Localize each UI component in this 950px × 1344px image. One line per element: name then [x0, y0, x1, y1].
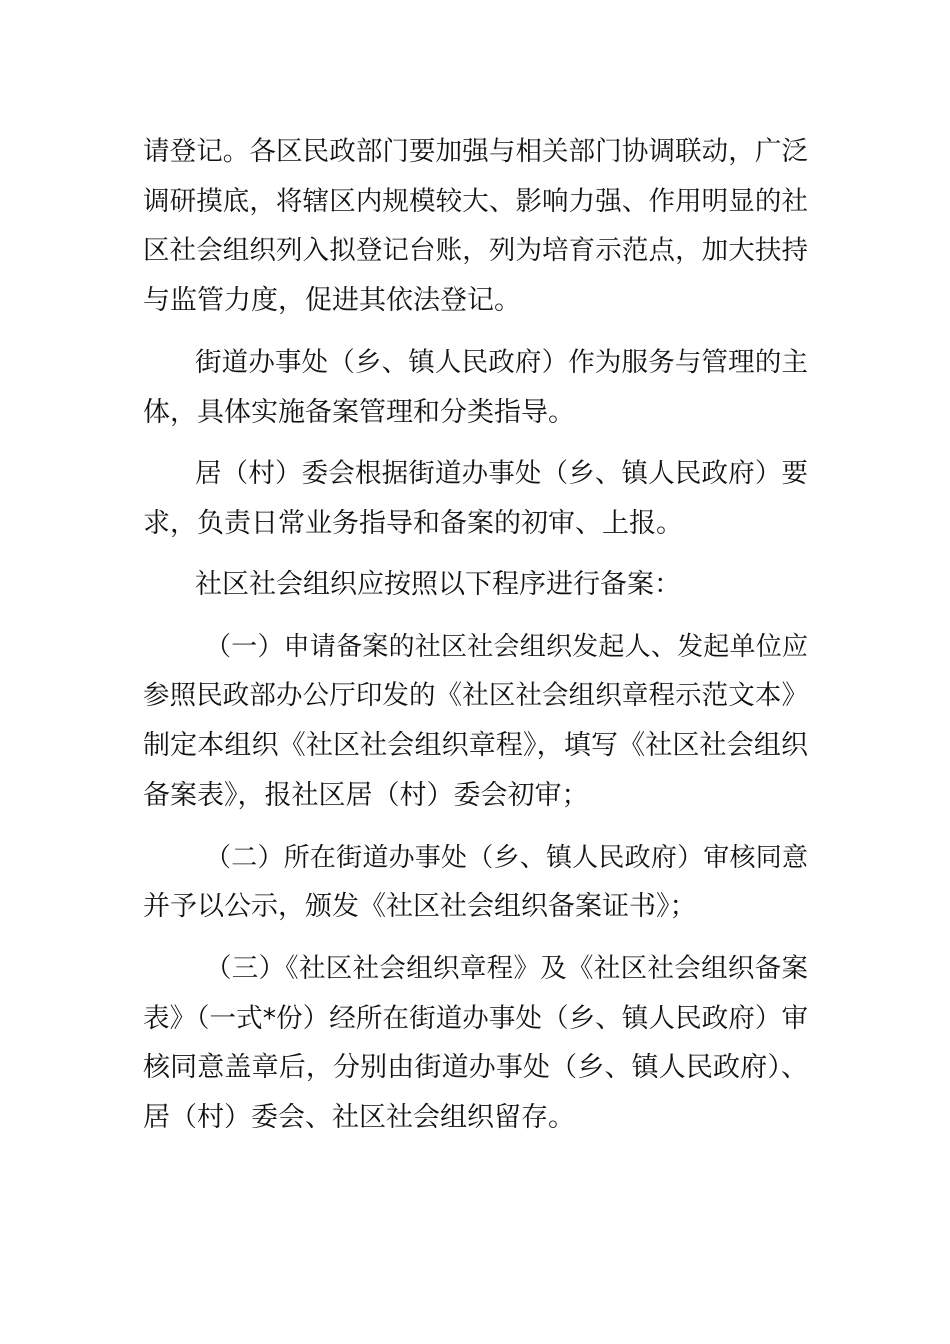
paragraph-5-line-2: 参照民政部办公厅印发的《社区社会组织章程示范文本》 [143, 680, 808, 711]
paragraph-7-line-3: 核同意盖章后，分别由街道办事处（乡、镇人民政府）、 [143, 1052, 808, 1083]
paragraph-3-line-2: 求，负责日常业务指导和备案的初审、上报。 [143, 508, 683, 539]
paragraph-3-line-1: 居（村）委会根据街道办事处（乡、镇人民政府）要 [195, 458, 808, 489]
paragraph-6-line-1: （二）所在街道办事处（乡、镇人民政府）审核同意 [205, 843, 808, 873]
paragraph-7-line-1: （三）《社区社会组织章程》及《社区社会组织备案 [205, 953, 808, 984]
paragraph-1-line-3: 区社会组织列入拟登记台账，列为培育示范点，加大扶持 [143, 235, 808, 266]
paragraph-7-line-2: 表》（一式*份）经所在街道办事处（乡、镇人民政府）审 [143, 1003, 808, 1034]
paragraph-5-line-1: （一）申请备案的社区社会组织发起人、发起单位应 [205, 632, 808, 662]
paragraph-1-line-2: 调研摸底，将辖区内规模较大、影响力强、作用明显的社 [143, 186, 808, 217]
paragraph-5-line-3: 制定本组织《社区社会组织章程》，填写《社区社会组织 [143, 730, 808, 761]
paragraph-1-line-4: 与监管力度，促进其依法登记。 [143, 285, 521, 316]
paragraph-2-line-1: 街道办事处（乡、镇人民政府）作为服务与管理的主 [195, 347, 808, 378]
paragraph-5-line-4: 备案表》，报社区居（村）委会初审； [143, 780, 589, 811]
paragraph-7-line-4: 居（村）委会、社区社会组织留存。 [143, 1102, 575, 1133]
paragraph-2-line-2: 体，具体实施备案管理和分类指导。 [143, 397, 575, 428]
paragraph-4-line-1: 社区社会组织应按照以下程序进行备案： [195, 569, 681, 600]
paragraph-1-line-1: 请登记。各区民政部门要加强与相关部门协调联动，广泛 [143, 136, 808, 167]
paragraph-6-line-2: 并予以公示，颁发《社区社会组织备案证书》； [143, 891, 697, 922]
